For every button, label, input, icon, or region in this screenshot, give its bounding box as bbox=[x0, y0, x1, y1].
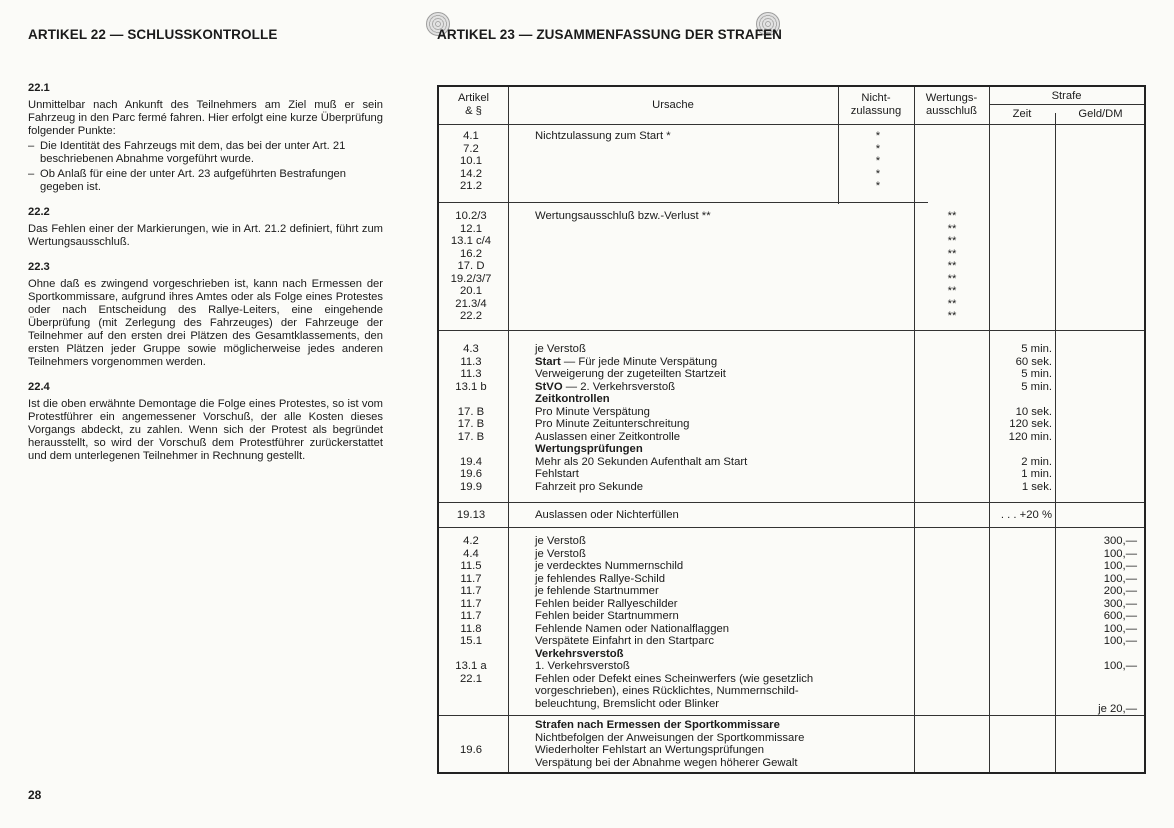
table-row-subheading: Strafen nach Ermessen der Sportkommissare bbox=[535, 719, 780, 731]
section-22-2 bbox=[28, 206, 383, 249]
table-row: 15.1 Verspätete Einfahrt in den Startparc 100,— bbox=[460, 635, 1137, 647]
table-row: 11.7 Fehlen beider Startnummern 600,— bbox=[460, 610, 1137, 622]
table-row: beleuchtung, Bremslicht oder Blinker je 20,— bbox=[535, 697, 1137, 715]
page-number: 28 bbox=[28, 788, 42, 802]
table-section-19-13 bbox=[439, 509, 1144, 522]
table-row: 17. D ** bbox=[457, 260, 957, 272]
section-number: 22.2 bbox=[28, 206, 50, 218]
table-row: 11.5 je verdecktes Nummernschild 100,— bbox=[460, 560, 1137, 572]
table-row: 13.1 c/4 ** bbox=[450, 235, 957, 247]
table-row: 11.3 Start — Für jede Minute Verspätung 60 sek. bbox=[460, 355, 1052, 368]
table-row-subheading: Verkehrsverstoß bbox=[535, 647, 624, 660]
section-rule bbox=[439, 715, 1144, 716]
table-row: 22.1 Fehlen oder Defekt eines Scheinwerfers (wie gesetzlich bbox=[460, 672, 814, 685]
table-row: 19.2/3/7 ** bbox=[450, 272, 957, 285]
header-nichtzulassung: Nicht- zulassung bbox=[850, 92, 902, 117]
table-row: 12.1 ** bbox=[460, 222, 957, 235]
section-22-3 bbox=[28, 261, 383, 369]
table-row: 13.1 a 1. Verkehrsverstoß 100,— bbox=[455, 660, 1137, 672]
section-22-1 bbox=[28, 82, 383, 194]
section-22-4 bbox=[28, 381, 383, 463]
table-row: 17. B Pro Minute Zeitunterschreitung 120 sek. bbox=[457, 418, 1052, 430]
table-row: vorgeschrieben), eines Rücklichtes, Nummernschild- bbox=[535, 685, 799, 697]
section-number: 22.4 bbox=[28, 381, 50, 393]
table-row-subheading: Wertungsprüfungen bbox=[535, 443, 643, 455]
bullet-item: – Die Identität des Fahrzeugs mit dem, das bei der unter Art. 21 beschriebenen Abnahme vorgeführt wurde. bbox=[28, 140, 346, 165]
table-row: 20.1 ** bbox=[460, 285, 957, 297]
table-row: 11.8 Fehlende Namen oder Nationalflaggen 100,— bbox=[460, 622, 1137, 635]
header-strafe: Strafe bbox=[1051, 90, 1082, 102]
table-row: 22.2 ** bbox=[460, 310, 957, 322]
table-row: 11.3 Verweigerung der zugeteilten Startzeit 5 min. bbox=[460, 368, 1052, 380]
table-section-zeitstrafen bbox=[439, 343, 1144, 493]
table-row: 10.2/3 Wertungsausschluß bzw.-Verlust ** ** bbox=[455, 210, 957, 222]
section-rule bbox=[439, 527, 1144, 528]
table-row: 4.2 je Verstoß 300,— bbox=[463, 535, 1137, 547]
table-row: 4.3 je Verstoß 5 min. bbox=[463, 343, 1052, 355]
table-section-geldstrafen bbox=[439, 535, 1144, 715]
section-rule bbox=[439, 202, 928, 203]
table-section-nichtzulassung bbox=[439, 130, 1144, 193]
table-section-ermessen bbox=[439, 719, 1144, 769]
table-row: 4.1 Nichtzulassung zum Start * * bbox=[463, 130, 881, 142]
table-row: 21.3/4 ** bbox=[455, 297, 957, 310]
section-text: Das Fehlen einer der Markierungen, wie in Art. 21.2 definiert, führt zum Wertungsausschluß. bbox=[28, 223, 383, 248]
table-row: 11.7 Fehlen beider Rallyeschilder 300,— bbox=[460, 597, 1137, 610]
section-number: 22.1 bbox=[28, 82, 50, 94]
right-page-title: ARTIKEL 23 — ZUSAMMENFASSUNG DER STRAFEN bbox=[437, 27, 783, 42]
table-row: 13.1 b StVO — 2. Verkehrsverstoß 5 min. bbox=[455, 380, 1052, 393]
header-zeit: Zeit bbox=[1012, 108, 1032, 120]
table-row: 16.2 ** bbox=[460, 247, 957, 260]
table-section-wertungsausschluss bbox=[439, 210, 1144, 323]
section-number: 22.3 bbox=[28, 261, 50, 273]
table-row: 11.7 je fehlende Startnummer 200,— bbox=[460, 585, 1137, 597]
table-row: 21.2 * bbox=[460, 180, 881, 192]
left-text-column bbox=[28, 82, 383, 475]
left-page-title: ARTIKEL 22 — SCHLUSSKONTROLLE bbox=[28, 27, 278, 42]
table-row: 19.9 Fahrzeit pro Sekunde 1 sek. bbox=[460, 480, 1052, 493]
table-row: 19.6 Fehlstart 1 min. bbox=[460, 468, 1052, 480]
table-row: 4.4 je Verstoß 100,— bbox=[463, 547, 1137, 560]
header-geld: Geld/DM bbox=[1078, 108, 1123, 120]
header-bottom-rule bbox=[439, 124, 1144, 125]
header-wertungsausschluss: Wertungs- ausschluß bbox=[925, 92, 978, 117]
table-row: 10.1 * bbox=[460, 155, 881, 167]
bullet-item: – Ob Anlaß für eine der unter Art. 23 aufgeführten Bestrafungen gegeben ist. bbox=[28, 168, 346, 193]
table-row: 19.13 Auslassen oder Nichterfüllen . . . +20 % bbox=[456, 509, 1052, 521]
table-row: 11.7 je fehlendes Rallye-Schild 100,— bbox=[460, 572, 1137, 585]
table-row: 19.6 Wiederholter Fehlstart an Wertungsprüfungen bbox=[460, 744, 764, 756]
table-row: 17. B Auslassen einer Zeitkontrolle 120 min. bbox=[457, 430, 1052, 443]
table-row: Nichtbefolgen der Anweisungen der Sportkommissare bbox=[535, 731, 805, 744]
section-rule bbox=[439, 502, 1144, 503]
header-artikel: Artikel & § bbox=[457, 92, 490, 117]
table-row: 14.2 * bbox=[460, 167, 881, 180]
table-row: 17. B Pro Minute Verspätung 10 sek. bbox=[457, 405, 1052, 418]
header-rule bbox=[989, 104, 1144, 105]
table-row: 7.2 * bbox=[463, 142, 881, 155]
section-text: Ohne daß es zwingend vorgeschrieben ist, kann nach Ermessen der Sportkommissare, aufgrund ihres Amtes oder als Folge eines Protestes oder nach Entscheidung des Rallye-Leiters, eine eingehende Überprüfung (mit Zerlegung des Fahrzeuges) der Fahrzeuge der Teilnehmer auf den ersten drei Plätzen des Gesamtklassements, den ersten Plätzen jeder Gruppe sowie möglicherweise jedes anderen Teilnehmers vorgenommen werden. bbox=[28, 278, 383, 368]
section-text: Unmittelbar nach Ankunft des Teilnehmers am Ziel muß er sein Fahrzeug in den Parc fermé fahren. Hier erfolgt eine kurze Überprüfung folgender Punkte: bbox=[28, 99, 383, 137]
section-rule bbox=[439, 330, 1144, 331]
section-text: Ist die oben erwähnte Demontage die Folge eines Protestes, so ist vom Protestführer ein angemessener Vorschuß, der alle Kosten dieses Vorgangs abdeckt, zu zahlen. Wenn sich der Protest als begründet herausstellt, so wird der Vorschuß dem Protestführer zurückerstattet und dem unterlegenen Teilnehmer in Rechnung gestellt. bbox=[28, 398, 383, 462]
table-row: Verspätung bei der Abnahme wegen höherer Gewalt bbox=[535, 756, 798, 769]
table-row: 19.4 Mehr als 20 Sekunden Aufenthalt am Start 2 min. bbox=[460, 455, 1052, 468]
table-row-subheading: Zeitkontrollen bbox=[535, 393, 610, 405]
header-ursache: Ursache bbox=[652, 99, 694, 111]
penalty-table bbox=[437, 85, 1146, 774]
